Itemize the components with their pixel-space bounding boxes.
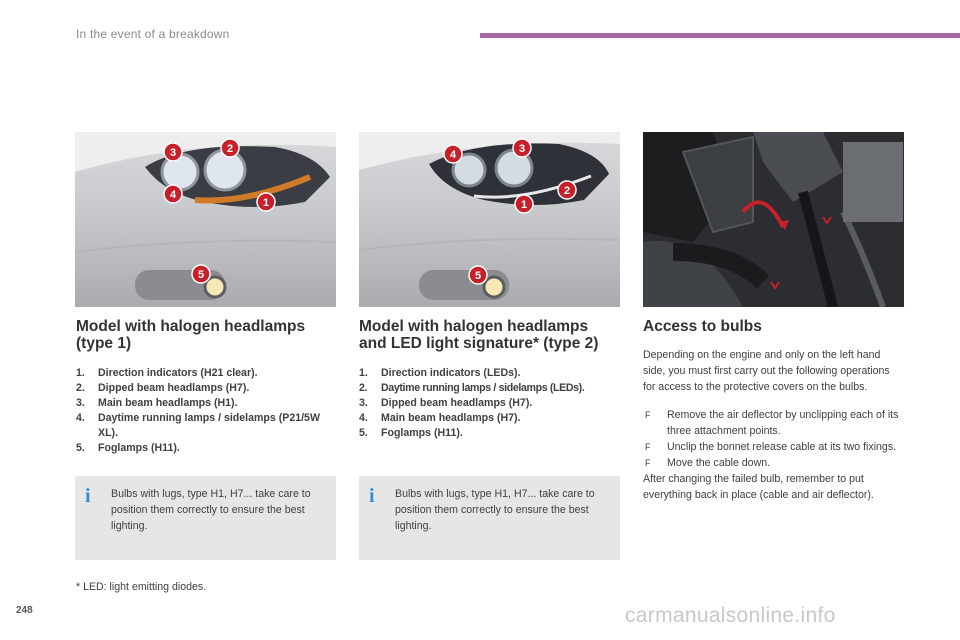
photo-headlamp-type1 (75, 132, 336, 307)
item-text: Dipped beam headlamps (H7). (381, 397, 533, 409)
item-number: 4. (359, 412, 368, 424)
step-item (643, 407, 905, 439)
footnote: * LED: light emitting diodes. (76, 581, 207, 593)
after-text: After changing the failed bulb, remember to put everything back in place (cable and air deflector). (643, 473, 874, 501)
photo-headlamp-type2 (359, 132, 620, 307)
steps-list (643, 407, 905, 471)
list-item (76, 396, 336, 411)
heading-line-1: Model with halogen headlamps (76, 318, 306, 335)
list-item (76, 366, 336, 381)
item-number: 5. (359, 427, 368, 439)
bulb-list (76, 366, 336, 456)
heading-line-1: Model with halogen headlamps (359, 318, 589, 335)
callout-2: 2 (563, 185, 571, 197)
list-item (359, 426, 621, 441)
item-number: 5. (76, 442, 85, 454)
callout-4: 4 (449, 149, 457, 161)
heading-line-2: (type 1) (76, 335, 132, 352)
callout-5: 5 (474, 270, 482, 282)
callout-5: 5 (197, 269, 205, 281)
watermark: carmanualsonline.info (625, 604, 836, 627)
photo-engine-bay (643, 132, 904, 307)
item-number: 1. (76, 367, 85, 379)
section-heading: Access to bulbs (643, 318, 762, 335)
item-text: Foglamps (H11). (98, 442, 180, 454)
item-text: Foglamps (H11). (381, 427, 463, 439)
info-icon: i (85, 485, 91, 507)
callout-4: 4 (169, 189, 177, 201)
info-icon: i (369, 485, 375, 507)
item-text: Daytime running lamps / sidelamps (LEDs). (381, 382, 585, 394)
list-item (359, 396, 621, 411)
list-item (76, 411, 336, 441)
item-text: Direction indicators (LEDs). (381, 367, 521, 379)
list-item (76, 381, 336, 396)
intro-text: Depending on the engine and only on the left hand side, you must first carry out the following operations for access to the protective covers on the bulbs. (643, 349, 890, 393)
list-item (359, 381, 621, 396)
header-accent-bar (480, 33, 960, 38)
item-text: Daytime running lamps / sidelamps (P21/5W XL). (98, 412, 320, 439)
step-text: Unclip the bonnet release cable at its two fixings. (667, 441, 897, 453)
info-text: Bulbs with lugs, type H1, H7... take care to position them correctly to ensure the best lighting. (111, 488, 311, 532)
bullet-glyph: F (645, 442, 651, 452)
info-box-type1 (75, 476, 336, 560)
item-number: 3. (359, 397, 368, 409)
step-text: Remove the air deflector by unclipping each of its three attachment points. (667, 409, 899, 437)
section-halogen-led-type2 (359, 318, 621, 441)
bullet-glyph: F (645, 458, 651, 468)
section-access-to-bulbs (643, 318, 905, 503)
item-number: 4. (76, 412, 85, 424)
bulb-list (359, 366, 621, 441)
item-number: 2. (76, 382, 85, 394)
list-item (359, 411, 621, 426)
section-halogen-type1 (76, 318, 336, 456)
callout-2: 2 (226, 143, 234, 155)
item-number: 2. (359, 382, 368, 394)
item-text: Main beam headlamps (H1). (98, 397, 238, 409)
item-number: 1. (359, 367, 368, 379)
info-text: Bulbs with lugs, type H1, H7... take care to position them correctly to ensure the best lighting. (395, 488, 595, 532)
bullet-glyph: F (645, 410, 651, 420)
list-item (359, 366, 621, 381)
item-text: Dipped beam headlamps (H7). (98, 382, 250, 394)
step-text: Move the cable down. (667, 457, 771, 469)
item-text: Direction indicators (H21 clear). (98, 367, 258, 379)
callout-1: 1 (520, 199, 528, 211)
info-box-type2 (359, 476, 620, 560)
section-heading (359, 318, 621, 352)
callout-3: 3 (518, 143, 526, 155)
header-title: In the event of a breakdown (76, 27, 230, 41)
step-item (643, 455, 905, 471)
item-number: 3. (76, 397, 85, 409)
page-number: 248 (16, 605, 33, 616)
callout-1: 1 (262, 197, 270, 209)
section-heading (76, 318, 336, 352)
list-item (76, 441, 336, 456)
heading-line-2: and LED light signature* (type 2) (359, 335, 599, 352)
step-item (643, 439, 905, 455)
item-text: Main beam headlamps (H7). (381, 412, 521, 424)
callout-3: 3 (169, 147, 177, 159)
